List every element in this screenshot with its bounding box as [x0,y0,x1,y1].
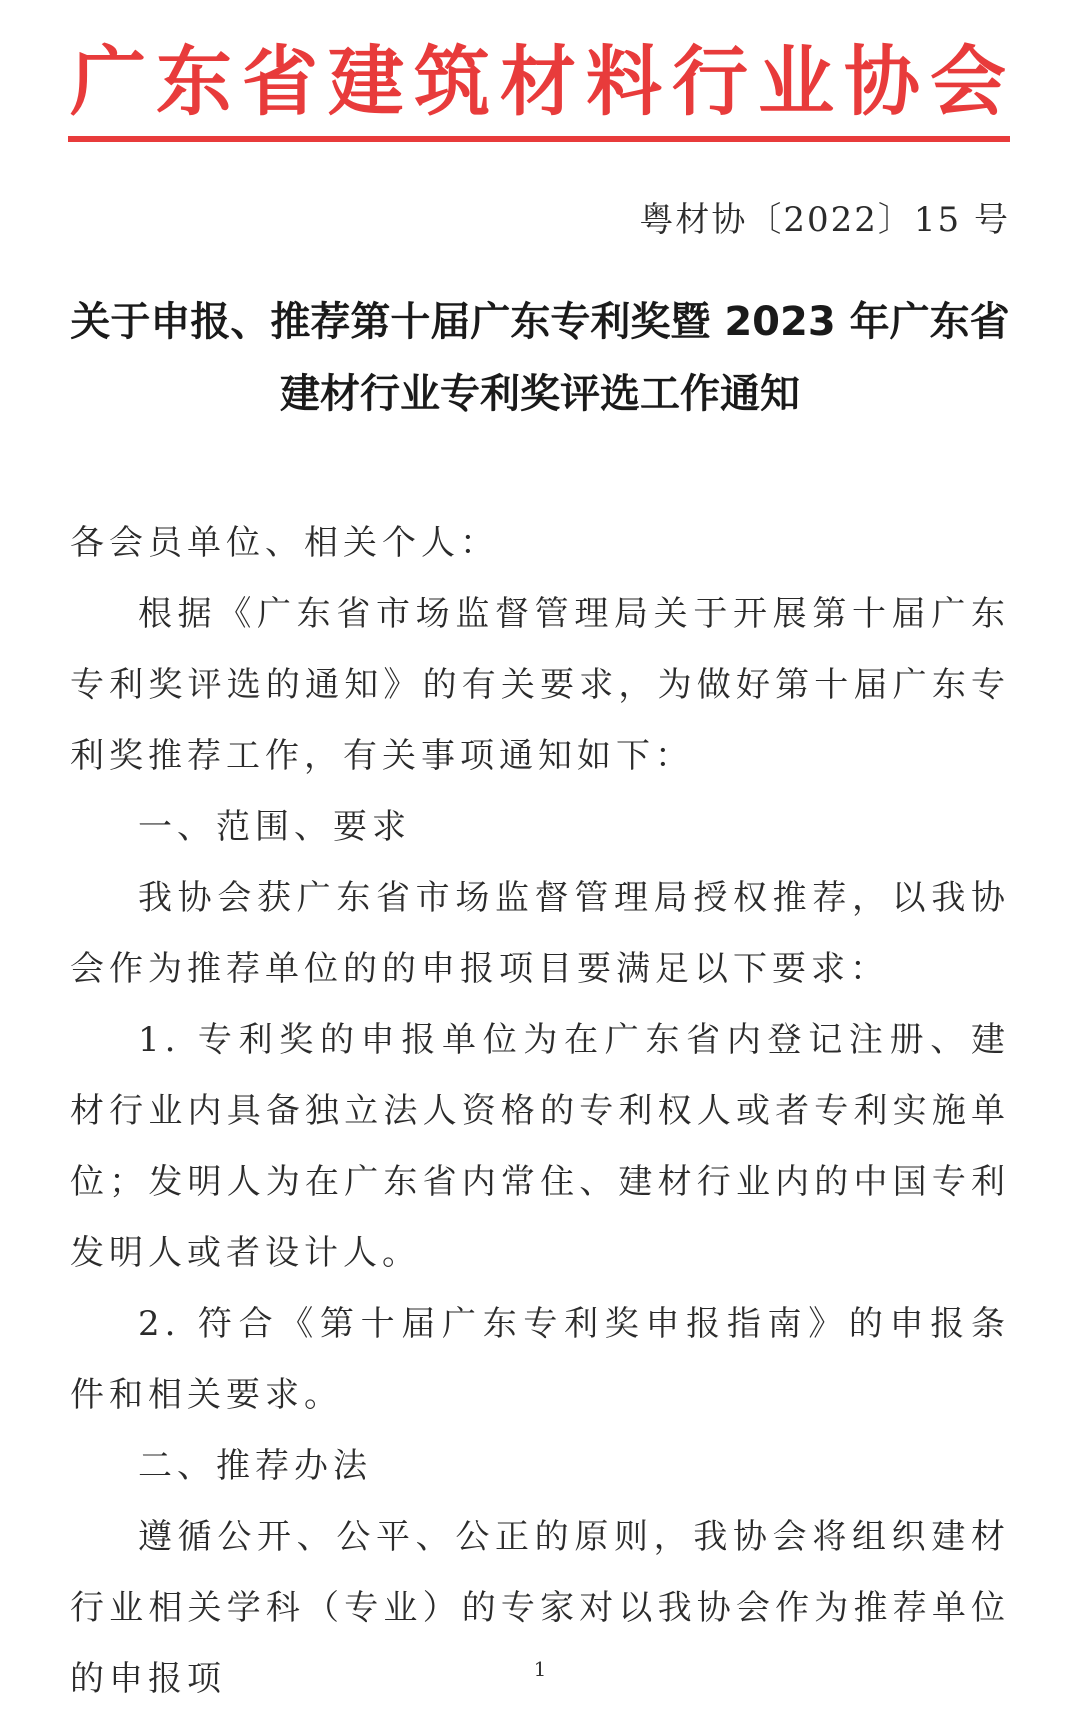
document-number: 粤材协〔2022〕15 号 [639,200,1010,240]
document-title [70,286,1010,430]
section-heading: 二、推荐办法 [138,1446,372,1486]
section-heading: 一、范围、要求 [138,807,411,847]
page-number: 1 [533,1657,547,1681]
salutation: 各会员单位、相关个人： [70,523,499,563]
document-title-line-2: 建材行业专利奖评选工作通知 [280,371,800,417]
document-title-line-1: 关于申报、推荐第十届广东专利奖暨 2023 年广东省 [70,299,1010,345]
letterhead-red-rule [68,136,1010,142]
association-letterhead: 广东省建筑材料行业协会 [70,37,1016,126]
document-body [70,508,1010,1715]
body-paragraph: 我协会获广东省市场监督管理局授权推荐，以我协会作为推荐单位的的申报项目要满足以下要求： [70,878,1010,989]
list-item: 2. 符合《第十届广东专利奖申报指南》的申报条件和相关要求。 [70,1304,1010,1415]
list-item: 1. 专利奖的申报单位为在广东省内登记注册、建材行业内具备独立法人资格的专利权人或者专利实施单位；发明人为在广东省内常住、建材行业内的中国专利发明人或者设计人。 [70,1020,1010,1273]
body-paragraph: 遵循公开、公平、公正的原则，我协会将组织建材行业相关学科（专业）的专家对以我协会作为推荐单位的申报项 [70,1517,1010,1699]
body-paragraph: 根据《广东省市场监督管理局关于开展第十届广东专利奖评选的通知》的有关要求，为做好第十届广东专利奖推荐工作，有关事项通知如下： [70,594,1010,776]
